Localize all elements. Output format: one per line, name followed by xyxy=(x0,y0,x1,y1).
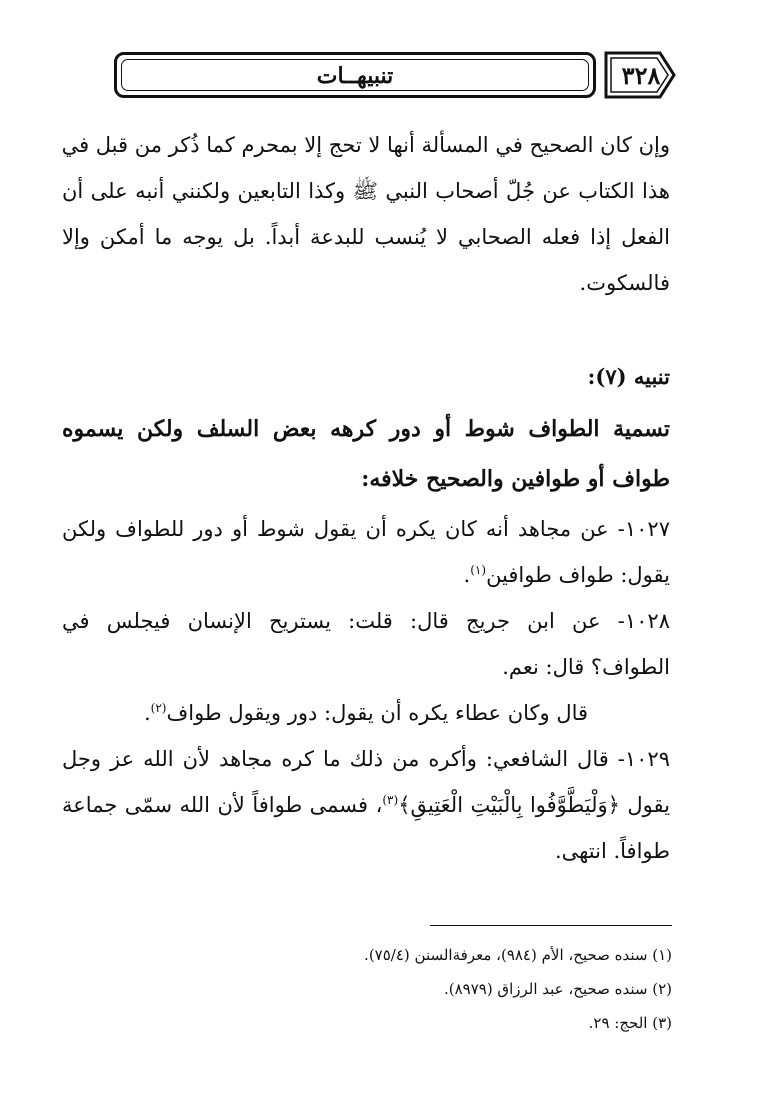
page-number: ٣٢٨ xyxy=(621,60,661,90)
narration-1029-line: ١٠٢٩- قال الشافعي: وأكره من ذلك ما كره مجاهد لأن الله عز وجل xyxy=(62,747,670,771)
intro-paragraph xyxy=(62,122,670,306)
footnote-ref: (٢) xyxy=(150,701,167,715)
narration-1027-line xyxy=(62,552,670,598)
narration-1029-text: ، فسمى طوافاً لأن الله سمّى جماعة xyxy=(62,793,383,817)
footnote-ref: (٣) xyxy=(382,793,399,807)
footnote-ref: (١) xyxy=(470,563,487,577)
ataa-statement xyxy=(62,690,670,736)
section-title-line: تسمية الطواف شوط أو دور كرهه بعض السلف ولكن يسموه xyxy=(62,416,670,442)
narration-1028-line: ١٠٢٨- عن ابن جريج قال: قلت: يستريح الإنسان فيجلس في xyxy=(62,609,670,633)
quran-quote: يقول ﴿وَلْيَطَّوَّفُوا بِالْبَيْتِ الْعَتِيقِ﴾ xyxy=(398,793,670,817)
narration-1028-line: الطواف؟ قال: نعم. xyxy=(502,655,670,679)
narration-1029-line: طوافاً. انتهى. xyxy=(554,839,670,863)
narration-1027-text: يقول: طواف طوافين xyxy=(486,563,670,587)
running-title: تنبيهــات xyxy=(316,63,394,89)
narration-1029-line xyxy=(62,782,670,828)
punctuation: . xyxy=(463,563,471,587)
footnote-1: (١) سنده صحيح، الأم (٩٨٤)، معرفةالسنن (٧٥/٤). xyxy=(364,946,672,964)
punctuation: . xyxy=(143,701,151,725)
narrations xyxy=(62,506,670,874)
footnote-2: (٢) سنده صحيح، عبد الرزاق (٨٩٧٩). xyxy=(443,980,672,998)
section-title-line: طواف أو طوافين والصحيح خلافه: xyxy=(361,466,670,492)
running-title-frame xyxy=(114,52,596,98)
page-header xyxy=(114,52,674,104)
intro-line: الفعل إذا فعله الصحابي لا يُنسب للبدعة أبداً. بل يوجه ما أمكن وإلا xyxy=(62,225,670,249)
footnote-3: (٣) الحج: ٢٩. xyxy=(588,1014,672,1032)
section-label: تنبيه (٧): xyxy=(587,364,670,389)
intro-line: هذا الكتاب عن جُلّ أصحاب النبي ﷺ وكذا التابعين ولكنني أنبه على أن xyxy=(62,179,670,203)
ataa-text: قال وكان عطاء يكره أن يقول: دور ويقول طواف xyxy=(166,701,589,725)
section-label-block xyxy=(62,354,670,400)
footnote-separator xyxy=(430,925,672,926)
section-title xyxy=(62,404,670,504)
footnotes xyxy=(200,938,672,1040)
intro-line: فالسكوت. xyxy=(579,271,670,295)
narration-1027-line: ١٠٢٧- عن مجاهد أنه كان يكره أن يقول شوط أو دور للطواف ولكن xyxy=(62,517,670,541)
intro-line: وإن كان الصحيح في المسألة أنها لا تحج إلا بمحرم كما ذُكر من قبل في xyxy=(61,133,670,157)
